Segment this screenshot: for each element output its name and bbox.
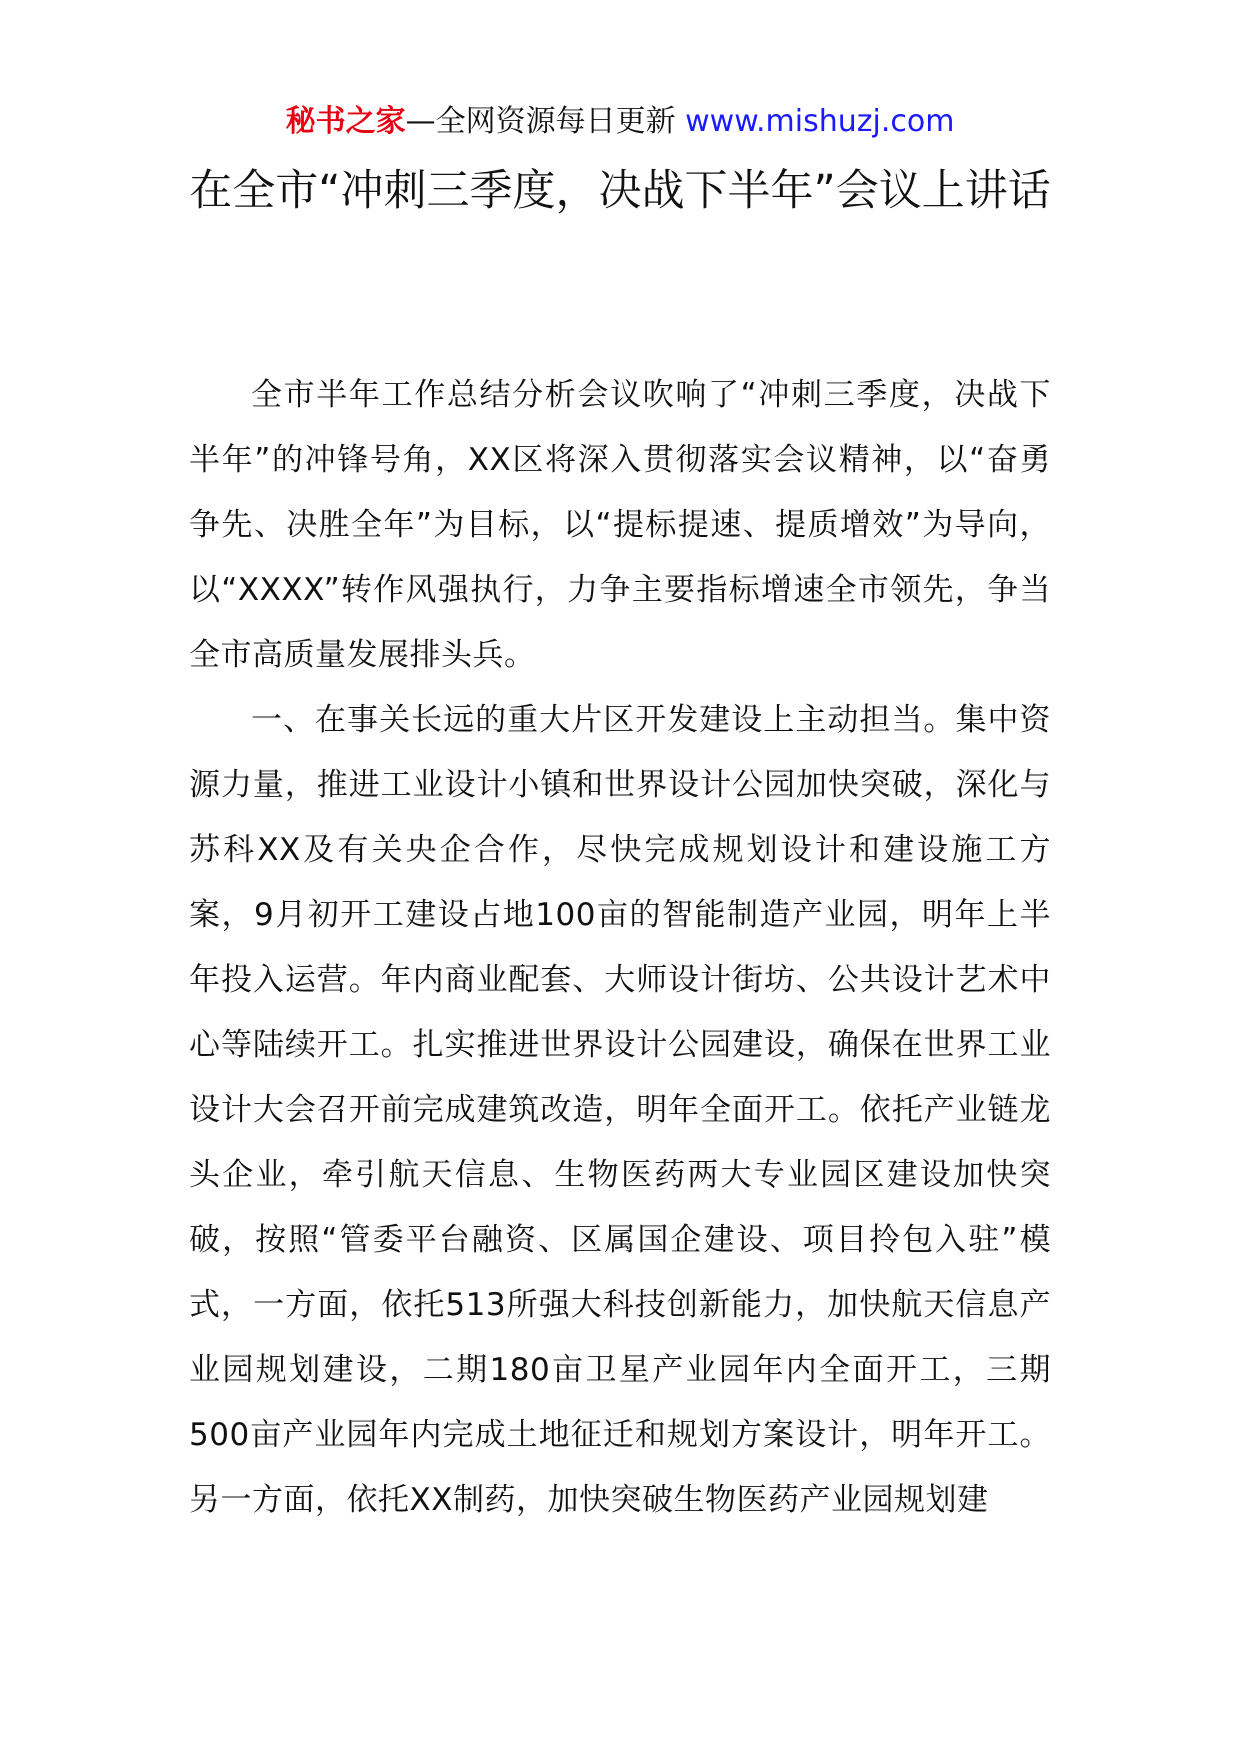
site-header xyxy=(0,100,1240,144)
paragraph-intro: 全市半年工作总结分析会议吹响了“冲刺三季度，决战下半年”的冲锋号角，XX区将深入贯彻落实会议精神，以“奋勇争先、决胜全年”为目标，以“提标提速、提质增效”为导向，以“XXXX”转作风强执行，力争主要指标增速全市领先，争当全市高质量发展排头兵。 xyxy=(189,377,1051,673)
site-url-link[interactable]: www.mishuzj.com xyxy=(685,104,955,139)
site-tagline: —全网资源每日更新 xyxy=(405,104,686,139)
paragraph-section-one: 一、在事关长远的重大片区开发建设上主动担当。集中资源力量，推进工业设计小镇和世界设计公园加快突破，深化与苏科XX及有关央企合作，尽快完成规划设计和建设施工方案，9月初开工建设占地100亩的智能制造产业园，明年上半年投入运营。年内商业配套、大师设计街坊、公共设计艺术中心等陆续开工。扎实推进世界设计公园建设，确保在世界工业设计大会召开前完成建筑改造，明年全面开工。依托产业链龙头企业，牵引航天信息、生物医药两大专业园区建设加快突破，按照“管委平台融资、区属国企建设、项目拎包入驻”模式，一方面，依托513所强大科技创新能力，加快航天信息产业园规划建设，二期180亩卫星产业园年内全面开工，三期500亩产业园年内完成土地征迁和规划方案设计，明年开工。另一方面，依托XX制药，加快突破生物医药产业园规划建 xyxy=(189,702,1051,1518)
document-body xyxy=(189,363,1051,1533)
document-title: 在全市“冲刺三季度，决战下半年”会议上讲话 xyxy=(189,166,1051,216)
site-brand: 秘书之家 xyxy=(285,104,406,139)
